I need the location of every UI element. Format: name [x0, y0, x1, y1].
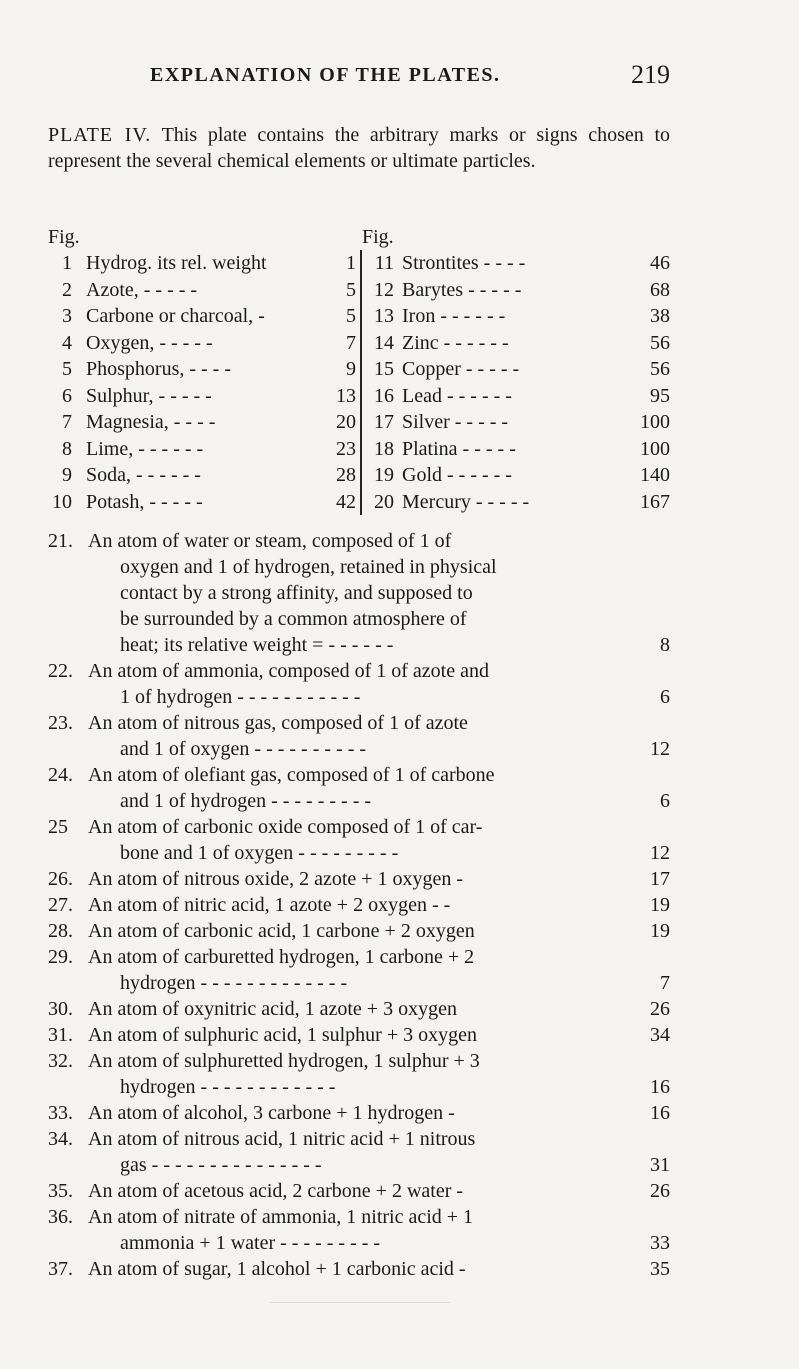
atom-weight: 33: [650, 1232, 670, 1254]
page-number: 219: [631, 60, 670, 89]
element-row: [362, 489, 670, 516]
element-row: [362, 356, 670, 383]
element-row: [48, 462, 362, 489]
element-name: Mercury - - - - -: [402, 490, 530, 513]
atom-weight: 12: [650, 738, 670, 760]
atom-description-line: ammonia + 1 water - - - - - - - - -: [120, 1232, 381, 1254]
element-weight: 167: [640, 490, 670, 513]
atom-description-line: hydrogen - - - - - - - - - - - -: [120, 1076, 336, 1098]
element-row: [48, 356, 362, 383]
atom-number: 35.: [48, 1180, 73, 1202]
atom-description-line: contact by a strong affinity, and supposed to: [120, 582, 473, 604]
atom-weight: 6: [660, 686, 670, 708]
atom-number: 24.: [48, 764, 73, 786]
element-fig-number: 5: [62, 358, 72, 380]
element-fig-number: 6: [62, 384, 72, 407]
atom-number: 26.: [48, 868, 73, 890]
element-fig-number: 15: [374, 358, 394, 380]
atom-weight: 7: [660, 972, 670, 994]
element-name: Magnesia, - - - -: [86, 411, 216, 433]
element-weight: 68: [650, 278, 670, 301]
element-name: Iron - - - - - -: [402, 305, 506, 327]
element-row: [362, 330, 670, 357]
plate-intro-paragraph: [48, 122, 670, 174]
atom-description-line: An atom of oxynitric acid, 1 azote + 3 oxygen: [88, 998, 457, 1020]
atom-entry: [48, 996, 670, 1022]
element-row: [362, 436, 670, 463]
atom-description-line: and 1 of hydrogen - - - - - - - - -: [120, 790, 372, 812]
element-name: Hydrog. its rel. weight: [86, 252, 267, 274]
atom-entry: [48, 1178, 670, 1204]
atom-weight: 31: [650, 1154, 670, 1176]
element-weight: 42: [336, 490, 356, 513]
element-fig-number: 20: [374, 490, 394, 513]
element-weight: 5: [346, 278, 356, 301]
atom-weight: 6: [660, 790, 670, 812]
element-weight: 1: [346, 252, 356, 274]
atom-number: 23.: [48, 712, 73, 734]
atom-number: 36.: [48, 1206, 73, 1228]
atom-weight: 35: [650, 1258, 670, 1280]
atom-description-line: be surrounded by a common atmosphere of: [120, 608, 467, 630]
element-weight: 23: [336, 437, 356, 460]
element-fig-number: 8: [62, 437, 72, 460]
atom-weight: 19: [650, 920, 670, 942]
atom-entry: [48, 1022, 670, 1048]
element-fig-number: 3: [62, 305, 72, 327]
atom-weight: 17: [650, 868, 670, 890]
atom-description-line: An atom of nitric acid, 1 azote + 2 oxygen - -: [88, 894, 451, 916]
element-weight: 38: [650, 305, 670, 327]
atom-weight: 16: [650, 1076, 670, 1098]
atom-description-line: An atom of nitrate of ammonia, 1 nitric acid + 1: [88, 1206, 474, 1228]
atom-entry: [48, 918, 670, 944]
atom-entry: [48, 1126, 670, 1178]
plate-heading: PLATE IV.: [48, 124, 152, 146]
element-fig-number: 16: [374, 384, 394, 407]
atom-entry: [48, 762, 670, 814]
atom-entry: [48, 1204, 670, 1256]
atom-weight: 8: [660, 634, 670, 656]
element-fig-number: 10: [52, 490, 72, 513]
atom-number: 30.: [48, 998, 73, 1020]
atom-number: 27.: [48, 894, 73, 916]
element-name: Soda, - - - - - -: [86, 464, 201, 486]
element-weight: 5: [346, 305, 356, 327]
atom-number: 21.: [48, 530, 73, 552]
element-weight: 20: [336, 411, 356, 433]
fig-heading-right: Fig.: [362, 226, 394, 248]
element-weight: 56: [650, 358, 670, 380]
atom-description-line: heat; its relative weight = - - - - - -: [120, 634, 394, 656]
atom-description-line: An atom of sugar, 1 alcohol + 1 carbonic acid -: [88, 1258, 466, 1280]
element-name: Platina - - - - -: [402, 437, 516, 460]
element-name: Zinc - - - - - -: [402, 331, 509, 354]
atom-weight: 16: [650, 1102, 670, 1124]
compound-atoms-list: [48, 528, 670, 1282]
element-row: [48, 330, 362, 357]
fig-heading-left: Fig.: [48, 226, 80, 248]
element-name: Oxygen, - - - - -: [86, 331, 213, 354]
atom-description-line: An atom of carbonic acid, 1 carbone + 2 oxygen: [88, 920, 475, 942]
element-row: [48, 250, 362, 277]
element-weight: 56: [650, 331, 670, 354]
atom-description-line: 1 of hydrogen - - - - - - - - - - -: [120, 686, 361, 708]
atom-number: 33.: [48, 1102, 73, 1124]
running-title: EXPLANATION OF THE PLATES.: [150, 64, 501, 86]
element-name: Lime, - - - - - -: [86, 437, 204, 460]
element-name: Azote, - - - - -: [86, 278, 198, 301]
atom-entry: [48, 528, 670, 658]
element-name: Lead - - - - - -: [402, 384, 512, 407]
atom-number: 31.: [48, 1024, 73, 1046]
atom-description-line: and 1 of oxygen - - - - - - - - - -: [120, 738, 367, 760]
element-name: Copper - - - - -: [402, 358, 520, 380]
element-weight: 13: [336, 384, 356, 407]
element-name: Carbone or charcoal, -: [86, 305, 265, 327]
atom-description-line: An atom of carbonic oxide composed of 1 of car-: [88, 816, 483, 838]
element-row: [48, 303, 362, 330]
element-weight: 95: [650, 384, 670, 407]
atom-description-line: An atom of nitrous oxide, 2 azote + 1 oxygen -: [88, 868, 464, 890]
faint-rule: [270, 1302, 450, 1303]
element-row: [362, 250, 670, 277]
element-fig-number: 1: [62, 252, 72, 274]
element-weight: 9: [346, 358, 356, 380]
atom-entry: [48, 658, 670, 710]
element-fig-number: 4: [62, 331, 72, 354]
element-row: [48, 489, 362, 516]
elements-table-right: [362, 250, 670, 515]
element-name: Gold - - - - - -: [402, 464, 512, 486]
atom-weight: 12: [650, 842, 670, 864]
atom-description-line: An atom of acetous acid, 2 carbone + 2 water -: [88, 1180, 464, 1202]
atom-description-line: An atom of sulphuretted hydrogen, 1 sulphur + 3: [88, 1050, 480, 1072]
element-fig-number: 18: [374, 437, 394, 460]
atom-entry: [48, 1256, 670, 1282]
element-fig-number: 9: [62, 464, 72, 486]
element-row: [48, 277, 362, 304]
atom-description-line: bone and 1 of oxygen - - - - - - - - -: [120, 842, 399, 864]
atom-number: 32.: [48, 1050, 73, 1072]
atom-entry: [48, 892, 670, 918]
element-weight: 100: [640, 411, 670, 433]
element-row: [362, 303, 670, 330]
element-row: [362, 277, 670, 304]
atom-number: 25: [48, 816, 68, 838]
atom-entry: [48, 1100, 670, 1126]
atom-description-line: An atom of carburetted hydrogen, 1 carbone + 2: [88, 946, 475, 968]
element-weight: 100: [640, 437, 670, 460]
element-name: Strontites - - - -: [402, 252, 526, 274]
atom-description-line: hydrogen - - - - - - - - - - - - -: [120, 972, 348, 994]
element-fig-number: 17: [374, 411, 394, 433]
atom-number: 22.: [48, 660, 73, 682]
atom-weight: 26: [650, 998, 670, 1020]
element-fig-number: 2: [62, 278, 72, 301]
atom-weight: 19: [650, 894, 670, 916]
atom-entry: [48, 710, 670, 762]
atom-weight: 26: [650, 1180, 670, 1202]
atom-number: 29.: [48, 946, 73, 968]
atom-description-line: An atom of water or steam, composed of 1 of: [88, 530, 452, 552]
atom-entry: [48, 814, 670, 866]
element-name: Silver - - - - -: [402, 411, 509, 433]
element-weight: 140: [640, 464, 670, 486]
atom-description-line: An atom of sulphuric acid, 1 sulphur + 3 oxygen: [88, 1024, 477, 1046]
atom-description-line: An atom of ammonia, composed of 1 of azote and: [88, 660, 489, 682]
element-weight: 46: [650, 252, 670, 274]
atom-description-line: An atom of nitrous gas, composed of 1 of azote: [88, 712, 468, 734]
element-fig-number: 13: [374, 305, 394, 327]
element-name: Sulphur, - - - - -: [86, 384, 212, 407]
element-row: [48, 409, 362, 436]
element-row: [362, 462, 670, 489]
element-weight: 28: [336, 464, 356, 486]
element-fig-number: 11: [374, 252, 394, 274]
atom-entry: [48, 866, 670, 892]
element-fig-number: 7: [62, 411, 72, 433]
element-fig-number: 19: [374, 464, 394, 486]
atom-entry: [48, 944, 670, 996]
elements-table-left: [48, 250, 362, 515]
element-name: Phosphorus, - - - -: [86, 358, 231, 380]
atom-description-line: oxygen and 1 of hydrogen, retained in physical: [120, 556, 497, 578]
element-row: [362, 409, 670, 436]
atom-number: 34.: [48, 1128, 73, 1150]
element-name: Barytes - - - - -: [402, 278, 522, 301]
element-name: Potash, - - - - -: [86, 490, 203, 513]
element-row: [48, 383, 362, 410]
element-row: [48, 436, 362, 463]
plate-intro-text: This plate contains the arbitrary marks or signs chosen to represent the several chemical elements or ultimate particles.: [48, 124, 671, 172]
element-row: [362, 383, 670, 410]
atom-description-line: gas - - - - - - - - - - - - - - -: [120, 1154, 322, 1176]
atom-description-line: An atom of olefiant gas, composed of 1 of carbone: [88, 764, 495, 786]
atom-weight: 34: [650, 1024, 670, 1046]
element-fig-number: 14: [374, 331, 394, 354]
element-fig-number: 12: [374, 278, 394, 301]
atom-description-line: An atom of alcohol, 3 carbone + 1 hydrogen -: [88, 1102, 455, 1124]
atom-entry: [48, 1048, 670, 1100]
atom-description-line: An atom of nitrous acid, 1 nitric acid + 1 nitrous: [88, 1128, 476, 1150]
element-weight: 7: [346, 331, 356, 354]
atom-number: 28.: [48, 920, 73, 942]
atom-number: 37.: [48, 1258, 73, 1280]
